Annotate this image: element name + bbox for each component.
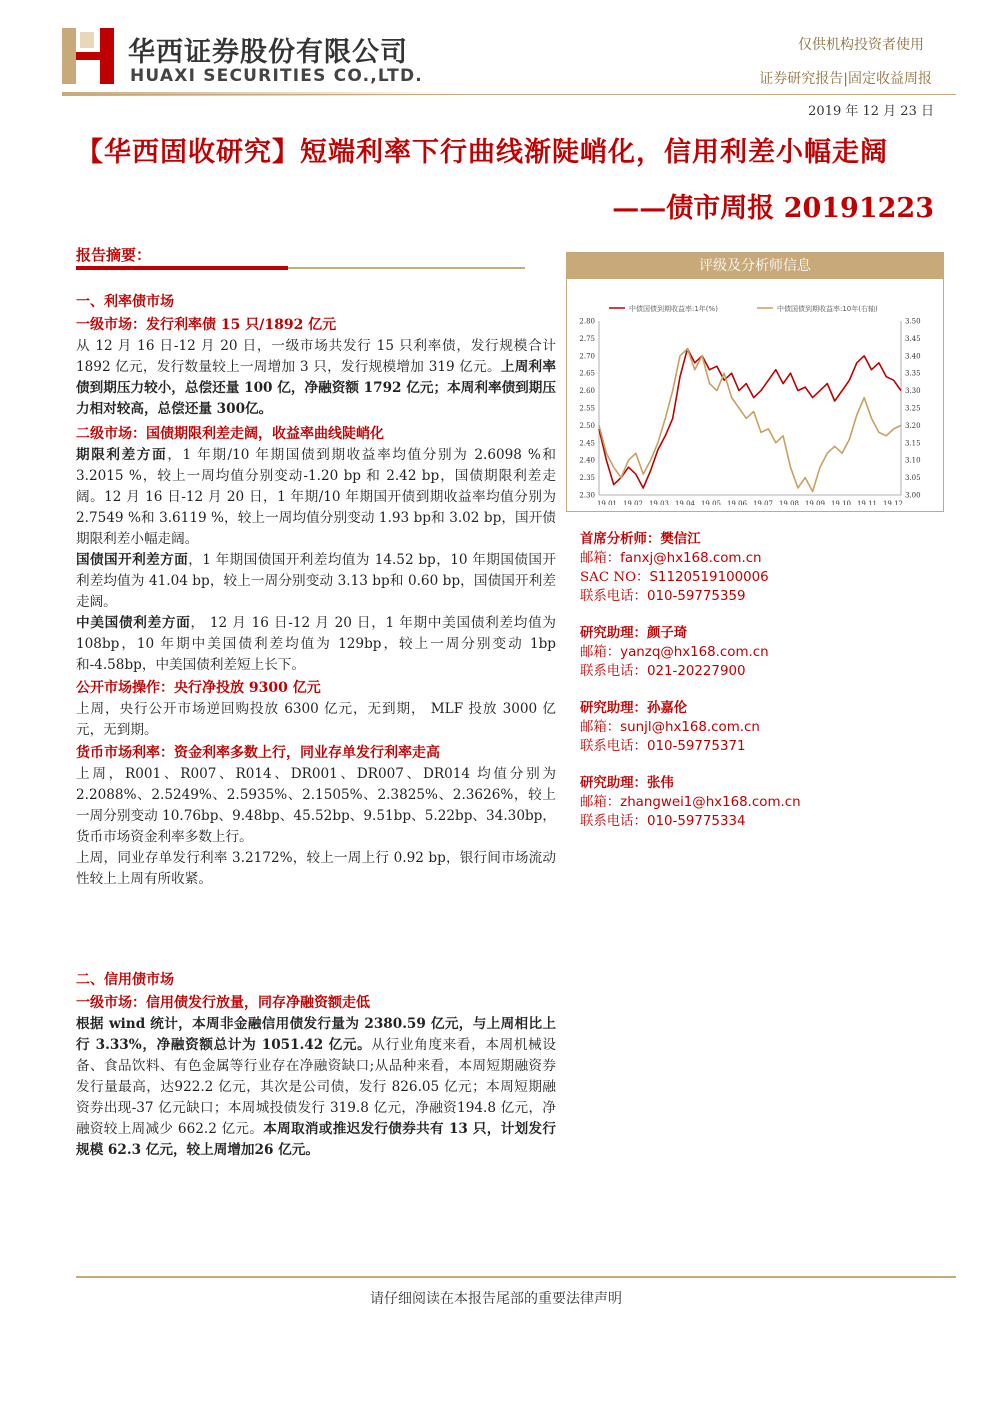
contact-label: 邮箱：	[580, 645, 621, 660]
subheading-primary: 一级市场：发行利率债 15 只/1892 亿元	[76, 317, 337, 333]
footer-disclaimer: 请仔细阅读在本报告尾部的重要法律声明	[370, 1291, 622, 1307]
contact-label: SAC NO：	[580, 570, 650, 585]
x-tick-label: 19 10	[830, 500, 852, 505]
analyst-gap	[580, 606, 940, 624]
report-type: 证券研究报告|固定收益周报	[759, 71, 932, 87]
contact-value: S1120519100006	[649, 570, 769, 585]
contact-value: 010-59775371	[646, 739, 746, 754]
x-tick-label: 19 12	[882, 500, 904, 505]
y-left-tick-label: 2.75	[579, 334, 595, 343]
contact-value[interactable]: yanzq@hx168.com.cn	[620, 645, 769, 660]
primary-bold-text: 上周利率债到期压力较小，总偿还量 100 亿，净融资额 1792 亿元；本周利率债到期压力相对较高，总偿还量 300亿。	[76, 359, 557, 417]
contact-value: 021-20227900	[646, 664, 746, 679]
y-right-tick-label: 3.35	[905, 369, 921, 378]
contact-value[interactable]: sunjl@hx168.com.cn	[620, 720, 760, 735]
y-right-tick-label: 3.05	[905, 474, 921, 483]
contact-label: 联系电话：	[580, 739, 647, 754]
x-tick-label: 19 07	[752, 500, 774, 505]
x-tick-label: 19 11	[856, 500, 878, 505]
summary-heading: 报告摘要：	[76, 246, 152, 264]
analyst-contact	[580, 568, 940, 587]
x-tick-label: 19 05	[700, 500, 722, 505]
section-heading-credit: 二、信用债市场	[76, 972, 174, 988]
analyst-role: 首席分析师：樊信江	[580, 531, 701, 547]
primary-text: 从 12 月 16 日-12 月 20 日，一级市场共发行 15 只利率债，发行规模合计 1892 亿元，发行数量较上一周增加 3 只，发行规模增加 319 亿元。	[76, 338, 556, 375]
cdb-spread-paragraph	[76, 550, 556, 613]
y-right-tick-label: 3.15	[905, 439, 921, 448]
report-date: 2019 年 12 月 23 日	[808, 104, 934, 119]
credit-market-section	[76, 970, 556, 1161]
analyst-contact	[580, 549, 940, 568]
x-tick-label: 19 02	[622, 500, 644, 505]
analyst-contact	[580, 793, 940, 812]
contact-label: 邮箱：	[580, 720, 621, 735]
subheading-omo: 公开市场操作：央行净投放 9300 亿元	[76, 680, 321, 696]
analyst-gap	[580, 756, 940, 774]
x-tick-label: 19 04	[674, 500, 696, 505]
omo-text: 上周，央行公开市场逆回购投放 6300 亿元，无到期， MLF 投放 3000 亿元，无到期。	[76, 701, 556, 738]
contact-label: 联系电话：	[580, 664, 647, 679]
subheading-money-market: 货币市场利率：资金利率多数上行，同业存单发行利率走高	[76, 745, 440, 761]
credit-bold-text-2: 本周取消或推迟发行债券共有 13 只，计划发行规模 62.3 亿元，较上周增加26 亿元。	[76, 1121, 556, 1158]
contact-value[interactable]: zhangwei1@hx168.com.cn	[620, 795, 801, 810]
analyst-gap	[580, 681, 940, 699]
summary-bar	[76, 266, 288, 270]
y-right-tick-label: 3.10	[905, 456, 921, 465]
y-left-tick-label: 2.65	[579, 369, 595, 378]
legend-label: 中债国债到期收益率:10年(右轴)	[777, 305, 878, 313]
y-left-tick-label: 2.50	[579, 421, 595, 430]
y-left-tick-label: 2.30	[579, 491, 595, 500]
footer-divider	[76, 1276, 956, 1278]
subheading-secondary: 二级市场：国债期限利差走阔，收益率曲线陡峭化	[76, 426, 384, 442]
y-right-tick-label: 3.40	[905, 352, 921, 361]
contact-label: 联系电话：	[580, 814, 647, 829]
term-spread-text: ，1 年期/10 年期国债到期收益率均值分别为 2.6098 %和 3.2015 %，较上一周均值分别变动-1.20 bp 和 2.42 bp，国债期限利差走阔。12 月 16 日-12 月 20 日，1 年期/10 年期国开债到期收益率均值分别为 2.7549 %和 3.6119 %，较上一周均值分别变动 1.93 bp和 3.02 bp，国开债期限利差小幅走阔。	[76, 447, 557, 547]
analyst-list	[580, 530, 940, 831]
company-name-cn: 华西证券股份有限公司	[128, 37, 408, 68]
legend-label: 中债国债到期收益率:1年(%)	[629, 305, 718, 313]
term-spread-label: 期限利差方面	[76, 447, 168, 463]
series-line-10y	[599, 349, 901, 492]
analyst-role: 研究助理：颜子琦	[580, 625, 688, 641]
y-left-tick-label: 2.40	[579, 456, 595, 465]
contact-value[interactable]: fanxj@hx168.com.cn	[620, 551, 762, 566]
y-left-tick-label: 2.80	[579, 317, 595, 326]
x-tick-label: 19 01	[596, 500, 618, 505]
contact-label: 邮箱：	[580, 795, 621, 810]
contact-label: 联系电话：	[580, 589, 647, 604]
money-market-text: 上周，R001、R007、R014、DR001、DR007、DR014 均值分别为 2.2088%、2.5249%、2.5935%、2.1505%、2.3825%、2.3626%，较上一周分别变动 10.76bp、9.48bp、45.52bp、9.51bp、5.22bp、34.30bp，货币市场资金利率多数上行。	[76, 766, 556, 845]
contact-value: 010-59775334	[646, 814, 746, 829]
company-name-en: HUAXI SECURITIES CO.,LTD.	[130, 66, 423, 86]
credit-text: 从行业角度来看，本周机械设备、食品饮料、有色金属等行业存在净融资缺口;从品种来看，本周短期融资券发行量最高，达922.2 亿元，其次是公司债，发行 826.05 亿元；本周短期融资券出现-37 亿元缺口；本周城投债发行 319.8 亿元，净融资194.8 亿元，净融资较上周减少 662.2 亿元。	[76, 1037, 556, 1137]
panel-title: 评级及分析师信息	[567, 253, 943, 279]
y-right-tick-label: 3.30	[905, 387, 921, 396]
y-left-tick-label: 2.35	[579, 474, 595, 483]
ncd-text: 上周，同业存单发行利率 3.2172%，较上一周上行 0.92 bp，银行间市场流动性较上上周有所收紧。	[76, 850, 556, 887]
report-subtitle: ——债市周报 20191223	[612, 193, 934, 224]
analyst-role: 研究助理：张伟	[580, 775, 674, 791]
summary-bar-gold	[288, 267, 525, 269]
credit-paragraph	[76, 1014, 556, 1161]
analyst-contact	[580, 812, 940, 831]
y-left-tick-label: 2.45	[579, 439, 595, 448]
y-right-tick-label: 3.20	[905, 421, 921, 430]
report-title: 【华西固收研究】短端利率下行曲线渐陡峭化，信用利差小幅走阔	[76, 137, 888, 168]
subheading-credit-primary: 一级市场：信用债发行放量，同存净融资额走低	[76, 995, 370, 1011]
analyst-role: 研究助理：孙嘉伦	[580, 700, 688, 716]
x-tick-label: 19 08	[778, 500, 800, 505]
y-right-tick-label: 3.50	[905, 317, 921, 326]
header-divider	[76, 94, 956, 95]
y-left-tick-label: 2.70	[579, 352, 595, 361]
cdb-spread-text: ，1 年期国债国开利差均值为 14.52 bp，10 年期国债国开利差均值为 41.04 bp，较上一周分别变动 3.13 bp和 0.60 bp，国债国开利差走阔。	[76, 552, 556, 610]
y-left-tick-label: 2.55	[579, 404, 595, 413]
x-tick-label: 19 09	[804, 500, 826, 505]
cdb-spread-label: 国债国开利差方面	[76, 552, 189, 568]
x-tick-label: 19 06	[726, 500, 748, 505]
credit-bold-text: 根据 wind 统计，本周非金融信用债发行量为 2380.59 亿元，与上周相比上行 3.33%，净融资额总计为 1051.42 亿元。	[76, 1016, 556, 1053]
term-spread-paragraph	[76, 445, 556, 550]
analyst-contact	[580, 737, 940, 756]
audience-label: 仅供机构投资者使用	[798, 37, 924, 53]
analyst-contact	[580, 662, 940, 681]
y-right-tick-label: 3.45	[905, 334, 921, 343]
analyst-info-panel	[566, 252, 944, 512]
company-logo	[62, 28, 114, 84]
us-spread-label: 中美国债利差方面	[76, 615, 191, 631]
analyst-contact	[580, 718, 940, 737]
y-right-tick-label: 3.25	[905, 404, 921, 413]
us-spread-paragraph	[76, 613, 556, 676]
analyst-contact	[580, 587, 940, 606]
section-heading-rates: 一、利率债市场	[76, 294, 174, 310]
us-spread-text: ， 12 月 16 日-12 月 20 日，1 年期中美国债利差均值为 108bp，10 年期中美国债利差均值为 129bp，较上一周分别变动 1bp和-4.58bp，中美国债利差短上长下。	[76, 615, 557, 673]
contact-value: 010-59775359	[646, 589, 746, 604]
rate-market-section	[76, 292, 556, 890]
primary-paragraph	[76, 336, 556, 420]
contact-label: 邮箱：	[580, 551, 621, 566]
y-left-tick-label: 2.60	[579, 387, 595, 396]
yield-chart	[567, 293, 943, 505]
x-tick-label: 19 03	[648, 500, 670, 505]
y-right-tick-label: 3.00	[905, 491, 921, 500]
analyst-contact	[580, 643, 940, 662]
